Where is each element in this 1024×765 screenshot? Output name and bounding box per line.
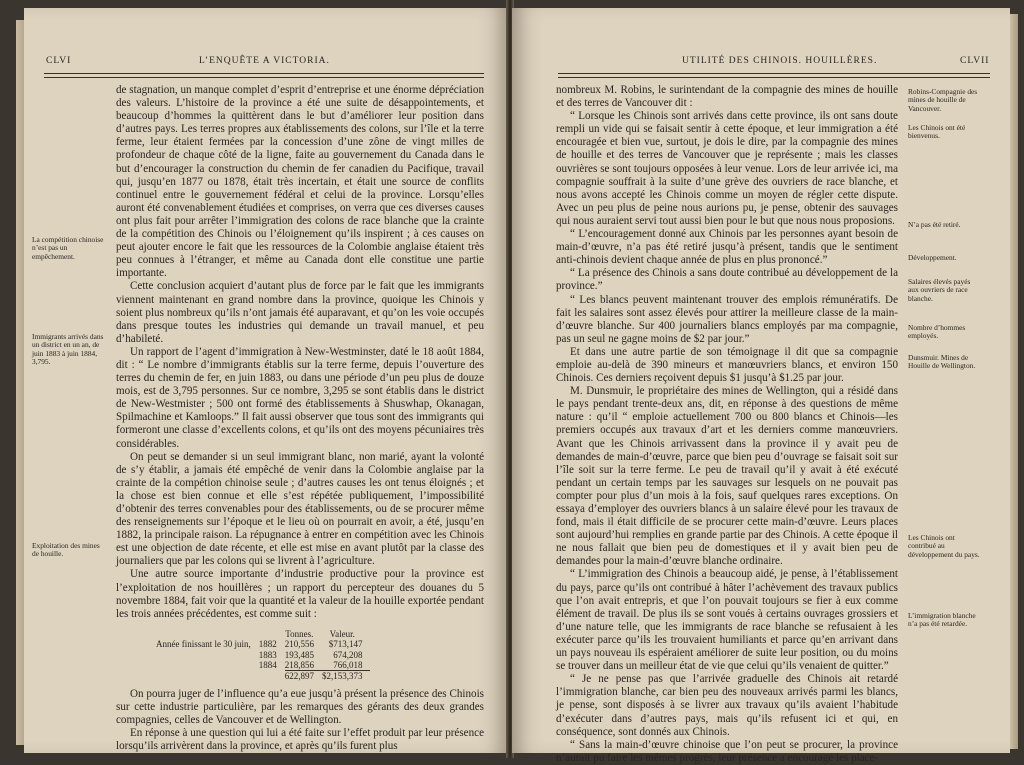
table-tonnes: 193,485	[284, 649, 314, 660]
left-paragraph-3: Un rapport de l’agent d’immigration à New-Westminster, daté le 18 août 1884, dit : “ Le nombre d’immigrants établis sur la terre ferme, depuis l’ouverture des terres du chemin de fer, en juin 1883, ou dans une période d’un peu plus de douze mois, est de 3,795 personnes. Sur ce nombre, 3,295 se sont établis dans le district de New-Westmister ; 500 ont formé des établissements à Shuswhap, Okanagan, Spilmachine et Kamloops.” Il fait aussi observer que tous sont des immigrants qui formeront une classe d’excellents colons, et qu’ils ont des moyens pécuniaires très considérables.	[116, 345, 484, 450]
right-paragraph-3: “ L’encouragement donné aux Chinois par les personnes ayant besoin de main-d’œuvre, n’a pas été retiré jusqu’à présent, tandis que le sentiment anti-chinois devient chaque année de plus en plus prononcé.”	[556, 228, 898, 267]
margin-note-retire: N’a pas été retiré.	[908, 220, 961, 229]
right-page	[512, 8, 1010, 764]
table-valeur: $713,147	[328, 639, 363, 650]
margin-note-nombre: Nombre d’hommes employés.	[908, 323, 966, 341]
right-paragraph-5: “ Les blancs peuvent maintenant trouver des emplois rémunératifs. De fait les salaires sont assez élevés pour attirer la meilleure classe de la main-d’œuvre blanche. Sur 400 journaliers blancs employés par ma compagnie, pas un seul ne gagne moins de $2 par jour.”	[556, 293, 898, 345]
left-paragraph-5: Une autre source importante d’industrie productive pour la province est l’exploitation de nos houillères ; un rapport du percepteur des douanes du 5 novembre 1884, fait voir que la quantité et la valeur de la houille exportée pendant les trois années précédentes, est comme suit :	[116, 568, 484, 620]
right-running-title: UTILITÉ DES CHINOIS. HOUILLÈRES.	[682, 56, 878, 66]
col-header-valeur: Valeur.	[329, 628, 355, 639]
right-header-rule	[558, 73, 990, 78]
table-valeur: 766,018	[333, 660, 363, 671]
margin-note-developpement: Développement.	[908, 253, 957, 262]
margin-note-salaires: Salaires élevés payés aux ouvriers de race blanche.	[908, 277, 971, 303]
left-paragraph-7: En réponse à une question qui lui a été faite sur l’effet produit par leur présence lorsqu’ils arrivèrent dans la province, et après qu’ils furent plus	[116, 727, 484, 753]
right-paragraph-7: M. Dunsmuir, le propriétaire des mines de Wellington, qui a résidé dans le pays pendant trente-deux ans, dit, en réponse à des questions de même nature : qu’il “ emploie actuellement 700 ou 800 blancs et Chinois—les premiers occupés aux travaux d’art et les derniers comme manœuvriers. Avant que les Chinois arrivassent dans la province il y avait peu de demandes de main-d’œuvre, parce que bien peu d’ouvrage se faisait soit sur l’île soit sur la terre ferme. Le peu de travail qu’il y avait à été exécuté pendant un certain temps par les sauvages sur lesquels on ne pouvait pas compter pour plus d’un mois à la fois, sauf quelques rares exceptions. On essaya d’employer des ouvriers blancs à un salaire élevé pour les travaux de fond, mais il était difficile de se procurer cette main-d’œuvre. Leurs places sont aujourd’hui remplies en grande partie par des Chinois. A cette époque il ne nous fallait que bien peu de domestiques et il y avait bien peu de demandes pour la main-d’œuvre blanche ordinaire.	[556, 385, 898, 568]
left-page	[24, 8, 508, 753]
left-paragraph-4: On peut se demander si un seul immigrant blanc, non marié, ayant la volonté de s’y établir, a jamais été empêché de venir dans la Colombie anglaise par la crainte de la compétion chinoise seule ; d’autres causes les ont tenus éloignés ; et la chose est bien connue et elle s’est répétée publiquement, l’impossibilité d’obtenir des terres convenables pour des établissements, ou de se procurer même des renseignements sur l’époque et le lieu où on pourrait en avoir, a été, jusqu’en 1882, la principale raison. La répugnance à entrer en compétition avec les Chinois est une objection de date récente, et elle est mise en avant plutôt par la classe des journaliers que par les colons qui se livrent à l’agriculture.	[116, 450, 484, 568]
table-total-row	[156, 671, 370, 682]
total-valeur: $2,153,373	[322, 671, 371, 682]
table-year: 1882	[258, 639, 277, 650]
table-row	[156, 650, 370, 660]
left-page-number: CLVI	[46, 56, 72, 66]
table-year: 1883	[258, 649, 277, 660]
right-paragraph-2: “ Lorsque les Chinois sont arrivés dans cette province, ils ont sans doute rempli un vide qui se faisait sentir à cette époque, et leur immigration a été encouragée et bien vue, surtout, je dois le dire, par la compagnie des mines de houille et des terres de Vancouver que je représente ; mais les classes ouvrières se sont toujours opposées à leur venue. Lors de leur arrivée ici, ma compagnie souffrait à la suite d’une grève des ouvriers de race blanche, et nous avons accepté les Chinois comme un moyen de régler cette dispute. Avec un peu plus de peine nous aurions pu, je pense, obtenir des sauvages qui nous auraient servi tout aussi bien pour le but que nous nous proposions.	[556, 110, 898, 227]
margin-note-exploitation: Exploitation des mines de houille.	[32, 541, 100, 559]
table-year: 1884	[258, 660, 277, 671]
right-paragraph-4: “ La présence des Chinois a sans doute contribué au développement de la province.”	[556, 267, 898, 293]
right-paragraph-6: Et dans une autre partie de son témoignage il dit que sa compagnie emploie au-delà de 390 mineurs et manœuvriers blancs, et environ 150 Chinois. Ces derniers reçoivent depuis $1 jusqu’à $1.25 par jour.	[556, 345, 898, 385]
right-paragraph-9: “ Je ne pense pas que l’arrivée graduelle des Chinois ait retardé l’immigration blanche, car bien peu des nouveaux arrivés parmi les blancs, je pense, sont disposés à se livrer aux travaux qu’ils avaient l’habitude d’exécuter dans d’autres pays, mais qu’ils refusent ici et qui, en conséquence, sont donnés aux Chinois.	[556, 673, 898, 738]
row-label: Année finissant le 30 juin,	[156, 639, 251, 650]
col-header-tonnes: Tonnes.	[285, 628, 314, 639]
right-paragraph-8: “ L’immigration des Chinois a beaucoup aidé, je pense, à l’établissement du pays, parce qu’ils ont contribué à hâter l’achèvement des travaux publics que l’on avait entrepris, et que l’on pouvait toujours se fier à eux comme élément de travail. De plus ils se sont voués à certains ouvrages grossiers et d’une nature telle, que les immigrants de race blanche se refusaient à les exécuter parce qu’ils les trouvaient humiliants et parce qu’en arrivant dans un pays nouveau ils espéraient améliorer de suite leur position, ou du moins se trouver dans un meilleur état de vie que celui qu’ils venaient de quitter.”	[556, 568, 898, 673]
table-valeur: 674,208	[333, 649, 363, 660]
table-row	[156, 660, 370, 671]
table-tonnes: 210,556	[284, 639, 314, 650]
right-paragraph-1: nombreux M. Robins, le surintendant de la compagnie des mines de houille et des terres de Vancouver dit :	[556, 84, 898, 110]
right-page-number: CLVII	[960, 56, 990, 66]
margin-note-immigrants: Immigrants arrivés dans un district en un an, de juin 1883 à juin 1884, 3,795.	[32, 332, 104, 367]
margin-note-contribue: Les Chinois ont contribué au développement du pays.	[908, 533, 980, 559]
page-edges-left	[16, 20, 24, 745]
left-running-title: L’ENQUÊTE A VICTORIA.	[199, 56, 330, 66]
margin-note-competition: La compétition chinoise n’est pas un empêchement.	[32, 235, 104, 261]
left-body-text	[116, 84, 484, 753]
margin-note-bienvenus: Les Chinois ont été bienvenus.	[908, 123, 966, 141]
total-tonnes: 622,897	[285, 671, 322, 682]
margin-note-dunsmuir: Dunsmuir. Mines de Houille de Wellington.	[908, 353, 976, 371]
left-paragraph-2: Cette conclusion acquiert d’autant plus de force par le fait que les immigrants viennent maintenant en grand nombre dans la province, quoique les Chinois y soient plus nombreux qu’ils n’ont jamais été auparavant, et qu’on les voie occupés dans presque toutes les industries qui demande un travail manuel, et peu d’habileté.	[116, 280, 484, 345]
left-paragraph-6: On pourra juger de l’influence qu’a eue jusqu’à présent la présence des Chinois sur cette industrie particulière, par les remarques des gérants des deux grandes compagnies, celles de Vancouver et de Wellington.	[116, 687, 484, 727]
margin-note-immigration: L’immigration blanche n’a pas été retardée.	[908, 611, 976, 629]
coal-export-table	[156, 629, 370, 682]
right-body-text	[556, 84, 898, 765]
table-tonnes: 218,856	[284, 660, 314, 671]
margin-note-robins: Robins-Compagnie des mines de houille de Vancouver.	[908, 87, 978, 113]
page-edges-right	[1010, 14, 1018, 749]
right-paragraph-10: “ Sans la main-d’œuvre chinoise que l’on peut se procurer, la province n’aurait pu faire les mêmes progrès, leur présence a encouragé les place-	[556, 738, 898, 764]
table-row	[156, 639, 370, 649]
left-header-rule	[44, 73, 484, 78]
left-paragraph-1: de stagnation, un manque complet d’esprit d’entreprise et une énorme dépréciation des valeurs. L’histoire de la province a été une suite de désappointements, et beaucoup d’hommes la quittèrent dans le but d’améliorer leur position dans d’autres pays. Les terres propres aux établissements des colons, sur l’île et la terre ferme, leur étaient fermées par la concession d’une zône de vingt milles de profondeur de chaque côté de la ligne, faite au gouvernement du Canada dans le but d’encourager la construction du chemin de fer canadien du Pacifique, travail qui, jusqu’en 1877 ou 1878, était très incertain, et était une source de conflits continuel entre le gouvernement fédéral et celui de la province. Lorsqu’elles auront été convenablement étudiées et comprises, on verra que ces diverses causes ont plus fait pour arrêter l’immigration des colons de race blanche que la crainte de la compétition des Chinois ou l’éloignement qu’ils inspirent ; à ces causes on peut ajouter encore le fait que les ressources de la Colombie anglaise étaient très peu connues à l’étranger, et même au Canada dont elle constitue une partie importante.	[116, 84, 484, 280]
